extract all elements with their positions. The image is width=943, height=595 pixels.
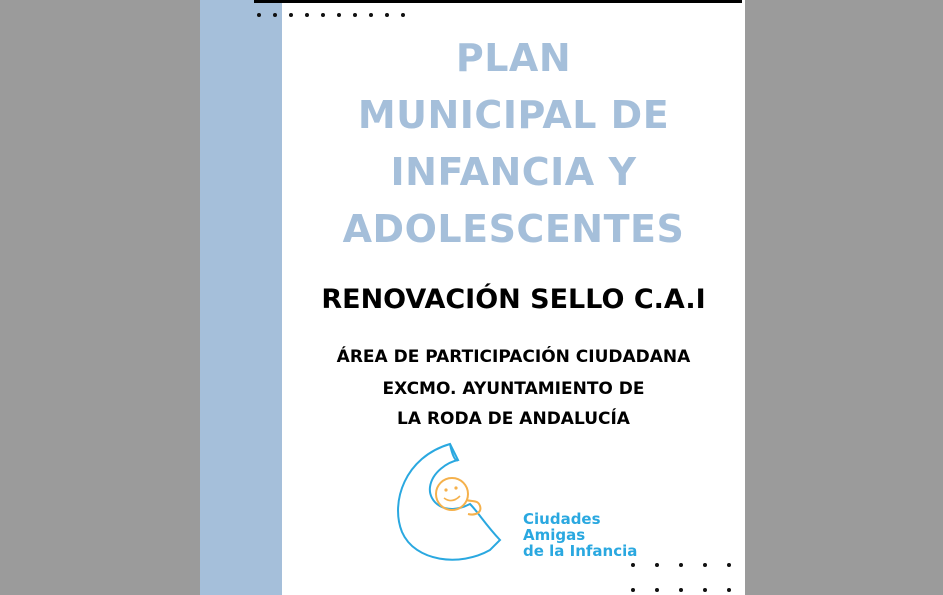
logo-text-line: Amigas bbox=[523, 526, 586, 544]
organization-line: LA RODA DE ANDALUCÍA bbox=[397, 409, 630, 429]
document-subtitle: RENOVACIÓN SELLO C.A.I bbox=[321, 284, 706, 315]
decorative-dots-bottom bbox=[631, 588, 731, 592]
title-line: ADOLESCENTES bbox=[342, 207, 685, 251]
top-rule-line bbox=[254, 0, 742, 3]
logo-text-line: de la Infancia bbox=[523, 542, 638, 560]
logo-text-line: Ciudades bbox=[523, 510, 601, 528]
title-line: PLAN bbox=[455, 36, 572, 80]
area-name: ÁREA DE PARTICIPACIÓN CIUDADANA bbox=[336, 347, 691, 367]
blue-side-band bbox=[200, 0, 282, 595]
decorative-dots-bottom bbox=[631, 563, 731, 567]
title-line: MUNICIPAL DE bbox=[357, 93, 670, 137]
document-title bbox=[282, 30, 745, 258]
decorative-dots-top bbox=[257, 13, 405, 17]
document-page bbox=[200, 0, 745, 595]
organization-block bbox=[282, 342, 745, 434]
organization-line: EXCMO. AYUNTAMIENTO DE bbox=[382, 379, 645, 399]
logo-text bbox=[523, 511, 637, 559]
title-line: INFANCIA Y bbox=[390, 150, 637, 194]
